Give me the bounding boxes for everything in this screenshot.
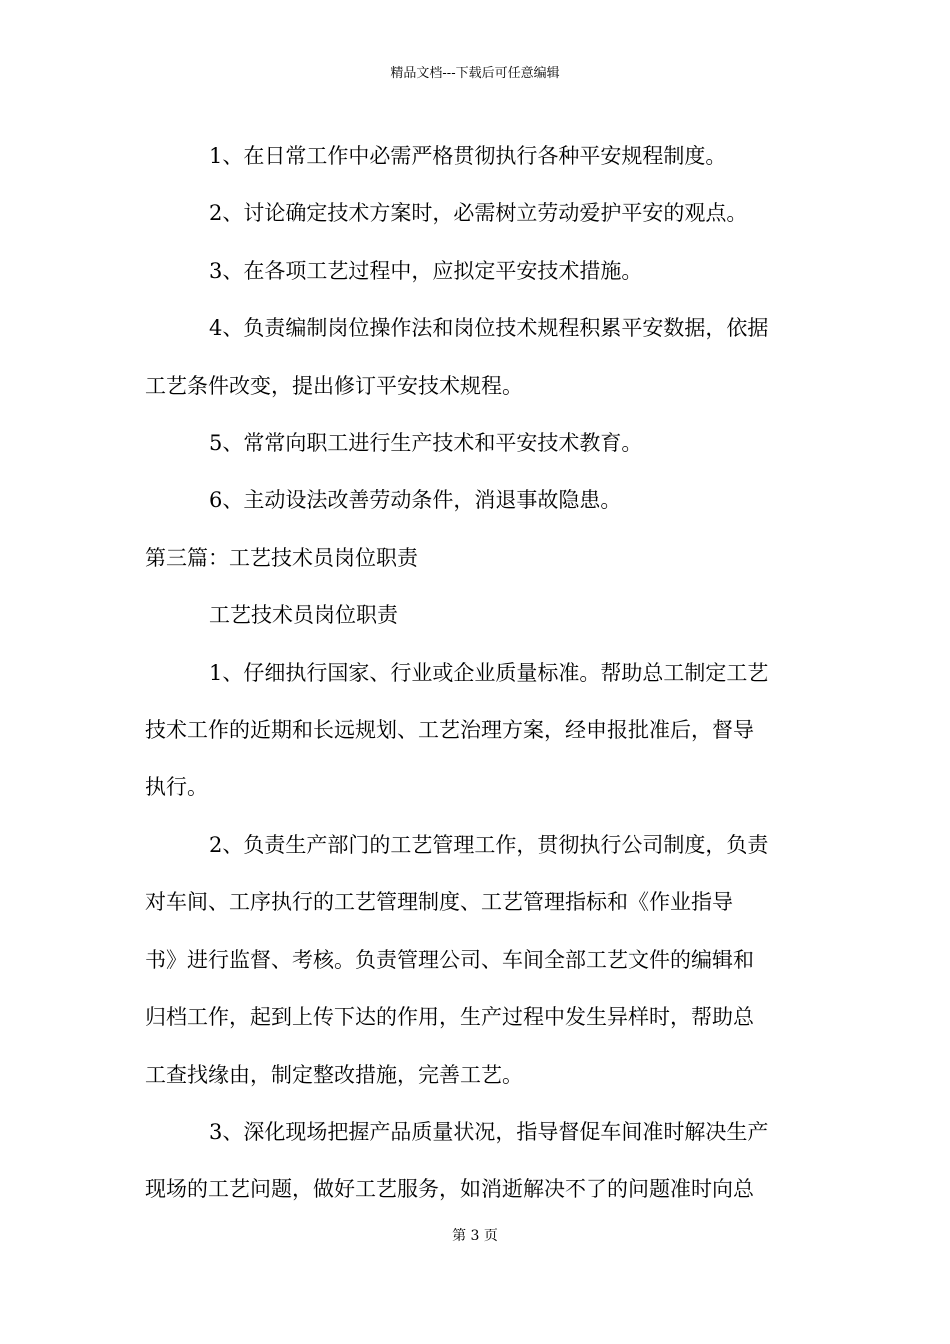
paragraph-line-indented: 2、负责生产部门的工艺管理工作，贯彻执行公司制度，负责 (209, 832, 769, 857)
paragraph-line: 书》进行监督、考核。负责管理公司、车间全部工艺文件的编辑和 (145, 947, 754, 972)
paragraph-line-indented: 6、主动设法改善劳动条件，消退事故隐患。 (209, 488, 622, 513)
paragraph-line: 现场的工艺问题，做好工艺服务，如消逝解决不了的问题准时向总 (145, 1177, 754, 1202)
paragraph-line-indented: 1、在日常工作中必需严格贯彻执行各种平安规程制度。 (209, 144, 727, 168)
paragraph-line-indented: 工艺技术员岗位职责 (209, 603, 398, 628)
paragraph-line: 第三篇：工艺技术员岗位职责 (145, 545, 418, 570)
paragraph-line-indented: 1、仔细执行国家、行业或企业质量标准。帮助总工制定工艺 (209, 660, 769, 685)
paragraph-line-indented: 3、在各项工艺过程中，应拟定平安技术措施。 (209, 258, 643, 283)
paragraph-line-indented: 3、深化现场把握产品质量状况，指导督促车间准时解决生产 (209, 1119, 769, 1144)
document-body (145, 128, 805, 1219)
paragraph-line-indented: 5、常常向职工进行生产技术和平安技术教育。 (209, 431, 643, 456)
paragraph-line-indented: 4、负责编制岗位操作法和岗位技术规程积累平安数据，依据 (209, 316, 769, 341)
paragraph-line: 工艺条件改变，提出修订平安技术规程。 (145, 373, 523, 398)
paragraph-line: 执行。 (145, 775, 208, 800)
paragraph-line: 技术工作的近期和长远规划、工艺治理方案，经申报批准后，督导 (145, 718, 754, 743)
paragraph-line: 工查找缘由，制定整改措施，完善工艺。 (145, 1062, 523, 1087)
page-footer: 第 3 页 (452, 1228, 498, 1244)
page-header: 精品文档---下载后可任意编辑 (390, 66, 560, 81)
paragraph-line: 对车间、工序执行的工艺管理制度、工艺管理指标和《作业指导 (145, 890, 733, 915)
paragraph-line-indented: 2、讨论确定技术方案时，必需树立劳动爱护平安的观点。 (209, 201, 748, 226)
paragraph-line: 归档工作，起到上传下达的作用，生产过程中发生异样时，帮助总 (145, 1005, 754, 1030)
